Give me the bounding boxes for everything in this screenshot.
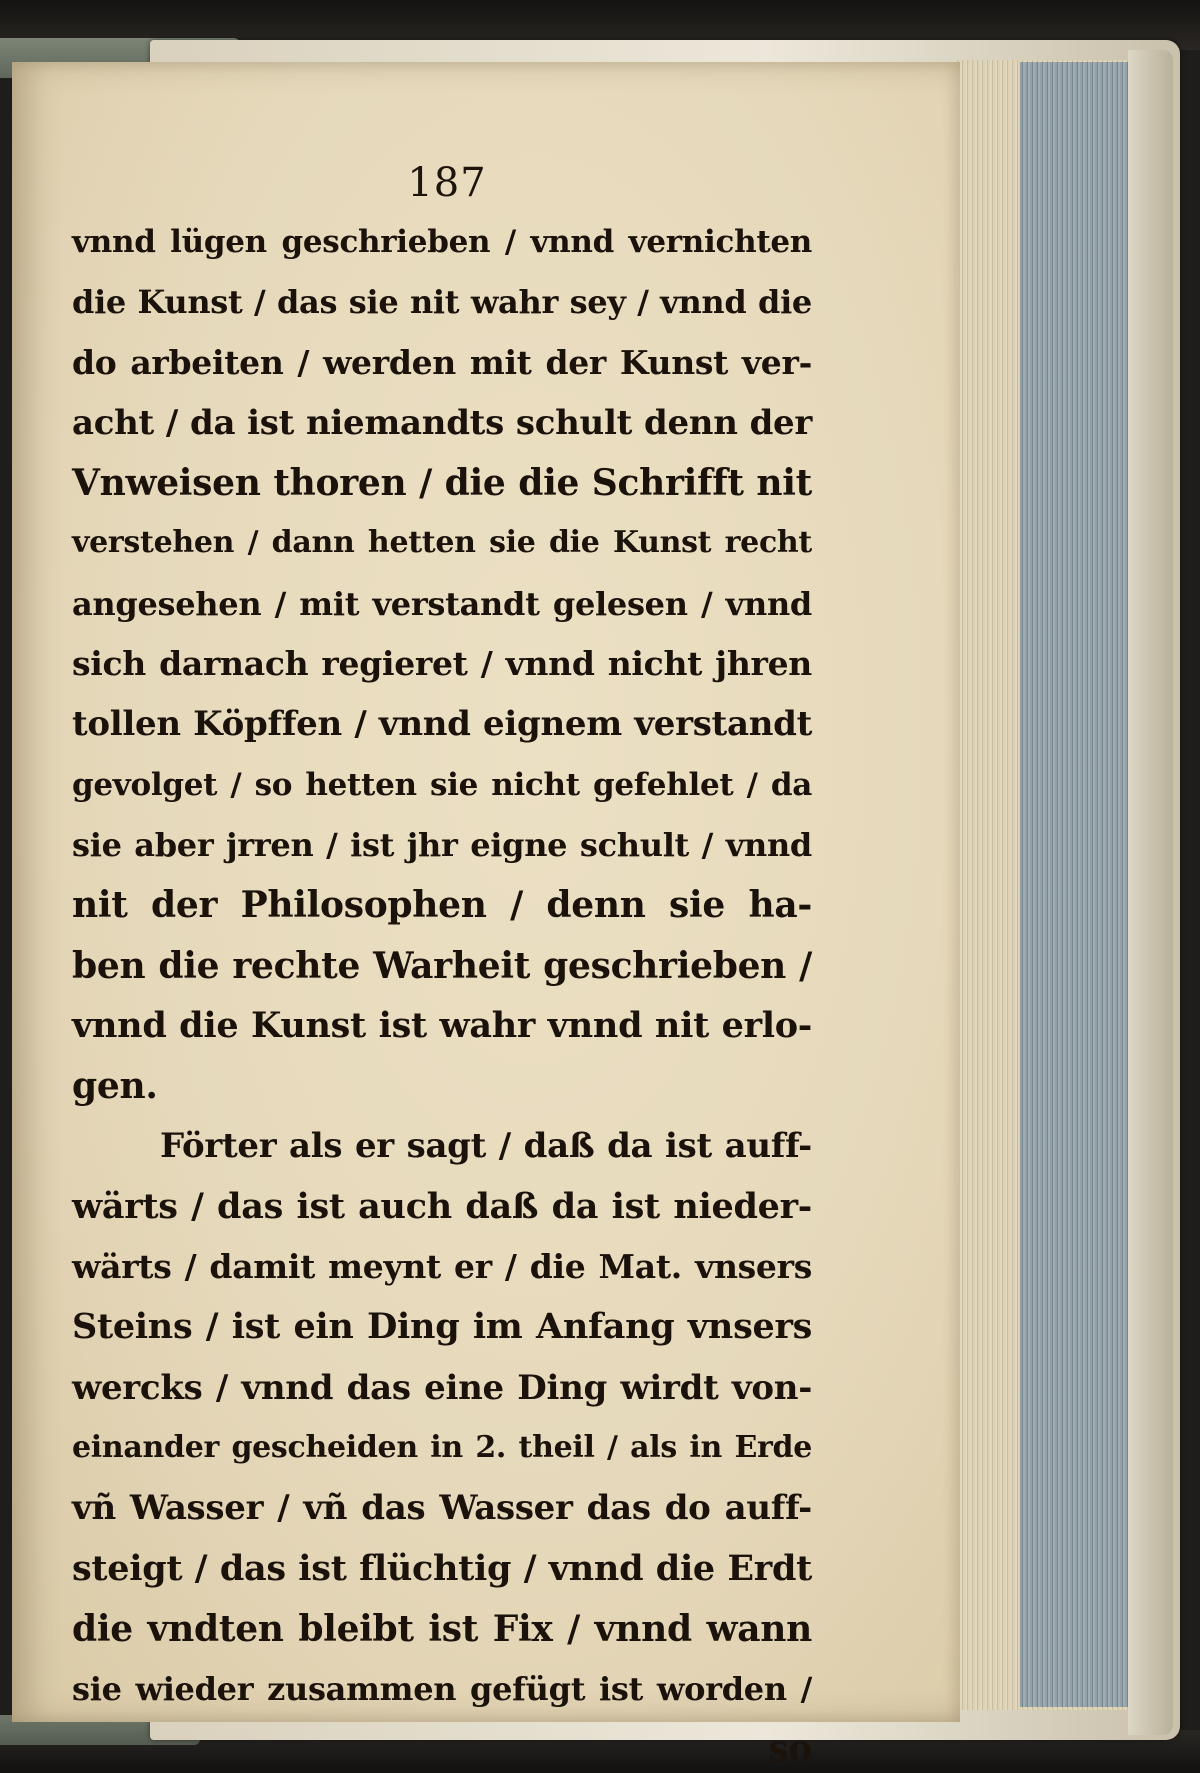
text-line: steigt / das ist flüchtig / vnnd die Erdt (72, 1547, 812, 1589)
catchword: so (768, 1728, 812, 1771)
text-line: Förter als er sagt / daß da ist auff- (160, 1126, 812, 1167)
text-line: ben die rechte Warheit geschrieben / (72, 944, 812, 987)
text-line: die vndten bleibt ist Fix / vnnd wann (72, 1607, 812, 1650)
text-line: Vnweisen thoren / die die Schrifft nit (72, 462, 812, 505)
text-line: sie aber jrren / ist jhr eigne schult / vnnd (72, 825, 812, 864)
text-line: gevolget / so hetten sie nicht gefehlet / da (72, 766, 812, 803)
text-line: do arbeiten / werden mit der Kunst ver- (72, 342, 812, 382)
text-line: vñ Wasser / vñ das Wasser das do auff- (72, 1488, 812, 1529)
text-line: tollen Köpffen / vnnd eignem verstandt (72, 704, 812, 745)
text-line: wärts / das ist auch daß da ist nieder- (72, 1185, 812, 1227)
text-line: einander gescheiden in 2. theil / als in Erde (72, 1429, 812, 1465)
cover-flap (1128, 50, 1173, 1735)
text-line: die Kunst / das sie nit wahr sey / vnnd die (72, 283, 812, 322)
page-block-edges-tinted (1020, 62, 1130, 1707)
text-line: wärts / damit meynt er / die Mat. vnsers (72, 1247, 812, 1287)
text-line: angesehen / mit verstandt gelesen / vnnd (72, 584, 812, 623)
text-line: nit der Philosophen / denn sie ha- (72, 884, 812, 927)
text-line: wercks / vnnd das eine Ding wirdt von- (72, 1367, 812, 1408)
page-number: 187 (407, 160, 487, 206)
printed-page (12, 62, 960, 1771)
text-line: Steins / ist ein Ding im Anfang vnsers (72, 1306, 812, 1348)
text-line: sie wieder zusammen gefügt ist worden / (72, 1670, 812, 1709)
text-block (72, 212, 812, 1773)
text-line: acht / da ist niemandts schult denn der (72, 402, 812, 443)
text-line: sich darnach regieret / vnnd nicht jhren (72, 644, 812, 684)
text-line: vnnd die Kunst ist wahr vnnd nit erlo- (72, 1004, 812, 1046)
text-line: vnnd lügen geschrieben / vnnd vernichten (72, 224, 812, 260)
text-line: gen. (72, 1065, 158, 1108)
text-line: verstehen / dann hetten sie die Kunst recht (72, 525, 812, 561)
